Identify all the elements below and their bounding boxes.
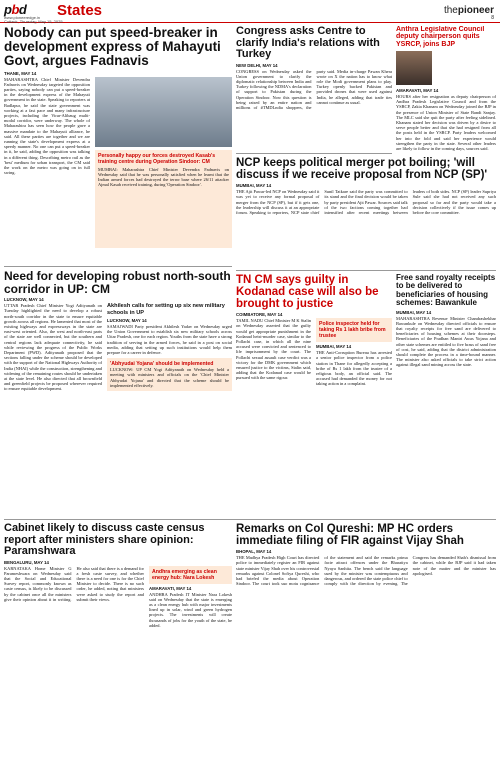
paper-name: thepioneer bbox=[443, 5, 494, 16]
box-headline: Personally happy our forces destroyed Kasab's training centre during Operation Sindoor: CM bbox=[98, 152, 216, 165]
news-photo bbox=[95, 77, 232, 147]
section-title: States bbox=[57, 2, 103, 19]
byline: THANE, MAY 14 bbox=[4, 70, 37, 76]
divider bbox=[4, 266, 232, 267]
pbd-logo: pbd bbox=[4, 1, 38, 15]
byline: MUMBAI, MAY 14 bbox=[236, 183, 272, 189]
byline: AMARAVATI, MAY 14 bbox=[396, 88, 439, 94]
article-kodanad bbox=[236, 274, 392, 516]
divider bbox=[4, 519, 496, 520]
article-body: UTTAR Pradesh Chief Minister Yogi Adityanath on Tuesday highlighted the need to develop a robust north-south corridor in the state to ensure equitable growth across all regions. He lamented that most of the existing highways and expressways in the state are east-west oriented. Also, the west and north-east parts of the state are well connected, but the southern and central regions lack adequate connectivity, he said while reviewing the progress of the Public Works Department (PWD). Adityanath proposed that the sections falling under the scheme should be developed with the support of the National Highways Authority of India (NHAI) while the construction, strengthening and widening of the remaining routes should be undertaken at the state level. He also directed that all brownfield and greenfield projects be proposed wherever required to ensure equitable development. bbox=[4, 303, 102, 392]
article-congress-turkey bbox=[236, 26, 392, 150]
article-body: CONGRESS on Wednesday asked the Union government to clarify the diplomatic relationship between India and Turkey following the NDMA's declaration of support to Pakistan during the Operation Sindoor. Now this question is being raised by an entire nation and millions of #TMDLndia shoppers, the party said. Media in-charge Pawan Khera wrote on X the nation has to know what role the Modi government plans to play. Turkey openly backed Pakistan and provided drones that were used against India, he alleged, adding that trade ties cannot continue as usual. bbox=[236, 68, 392, 111]
byline: LUCKNOW, MAY 14 bbox=[4, 297, 44, 303]
masthead bbox=[0, 0, 500, 23]
article-fadnavis bbox=[4, 26, 232, 264]
box-body: LUCKNOW: UP CM Yogi Adityanath on Wednesday held a meeting with ministers and officials on the 'Chief Minister Abhyudai Yojana' and directed that the scheme should be implemented effectively. bbox=[110, 367, 229, 388]
article-sand-royalty bbox=[396, 274, 496, 516]
headline: Nobody can put speed-breaker in development express of Mahayuti Govt, argues Fadnavis bbox=[4, 26, 221, 69]
article-body: THE Madhya Pradesh High Court has directed police to immediately register an FIR against state minister Vijay Shah over his controversial remarks against Colonel Sofiya Qureshi, who had briefed the media about Operation Sindoor. The court took suo motu cognisance of the statement and said the remarks prima facie attract offences under the Bharatiya Nyaya Sanhita. The bench said the language used by the minister was contemptuous and dangerous, and ordered the state police chief to comply with the direction by evening. The Congress has demanded Shah's dismissal from the cabinet, while the BJP said it had taken note of the matter and the minister has apologised. bbox=[236, 555, 496, 587]
article-body: THE Ajit Pawar-led NCP on Wednesday said it was yet to receive any formal proposal of merger from the NCP (SP), but if it gets one, the leadership will discuss it at an appropriate forum. Speaking to reporters, NCP state chief Sunil Tatkare said the party was committed to its stand and the final decision would be taken by party president Ajit Pawar. Sources said talk of the two factions coming together had intensified after recent meetings between leaders of both sides. NCP (SP) leader Supriya Sule said she had not received any such proposal so far and the party would take a decision collectively if the issue comes up before the core committee. bbox=[236, 189, 496, 215]
article-up-corridor bbox=[4, 270, 232, 515]
box-body: MUMBAI: Maharashtra Chief Minister Devendra Fadnavis on Wednesday said that he was personally satisfied when he learnt that the Indian armed forces had destroyed the terror base where 26/11 attacker Ajmal Kasab received training, during 'Operation Sindoor'. bbox=[98, 166, 229, 188]
sidebar-box bbox=[95, 150, 232, 248]
article-col-qureshi bbox=[236, 523, 496, 768]
byline: BENGALURU, MAY 14 bbox=[4, 559, 49, 565]
headline: Remarks on Col Qureshi: MP HC orders immediate filing of FIR against Vijay Shah bbox=[236, 523, 464, 548]
article-body: HOURS after her resignation as deputy chairperson of Andhra Pradesh Legislative Council and from the YSRCP, Zakia Khanam on Wednesday joined the BJP in the presence of Union Minister of State Bandi Sanjay. The MLC said she quit the party after feeling sidelined. Khanam stated her decision was driven by a desire to serve people better and that she had resigned from all the posts held in the YSRCP. Party leaders welcomed her into the fold and said her experience would strengthen the party in the state. Several other leaders are likely to follow in the coming days, sources said. bbox=[396, 94, 496, 152]
headline: NCP keeps political merger pot boiling; 'will discuss if we receive proposal from NCP (SP)' bbox=[236, 157, 488, 182]
page-number: 8 bbox=[491, 15, 494, 21]
sidebar-headline: Akhilesh calls for setting up six new military schools in UP bbox=[107, 303, 225, 316]
sidebar-body: ANDHRA Pradesh IT Minister Nara Lokesh said on Wednesday that the state is emerging as a clean energy hub with major investments lined up in solar, wind and green hydrogen projects. The investments will create thousands of jobs for the youth of the state, he added. bbox=[149, 591, 232, 628]
byline: COIMBATORE, MAY 14 bbox=[236, 312, 283, 318]
divider bbox=[236, 270, 496, 271]
article-body: MAHARASHTRA Revenue Minister Chandrashekhar Bawankule on Wednesday directed officials to ensure that royalty receipts for free sand are delivered to beneficiaries of housing schemes at their doorsteps. Beneficiaries of the Pradhan Mantri Awas Yojana and other state schemes are entitled to five brass of sand free of cost, he said, adding that the district administration should complete the process in a time-bound manner. The minister also asked officials to take strict action against illegal sand mining across the state. bbox=[396, 315, 496, 368]
box-headline: Andhra emerging as clean energy hub: Nara Lokesh bbox=[152, 568, 217, 581]
headline: Congress asks Centre to clarify India's relations with Turkey bbox=[236, 26, 380, 61]
article-body: TAMIL NADU Chief Minister M K Stalin on Wednesday asserted that the guilty would get appropriate punishment in the Kodanad heist-murder case, similar to the Pollachi case, in which all the nine accused were convicted and sentenced to life imprisonment by the court. The Pollachi sexual assault case verdict was a victory for the DMK government which ensured justice to the victims, Stalin said, adding that the Kodanad case would be pursued with the same rigour. bbox=[236, 318, 311, 381]
sidebar-body: THE Anti-Corruption Bureau has arrested a senior police inspector from a police station in Thane for allegedly accepting a bribe of Rs 1 lakh from the trustee of a religious body, an official said. The accused had demanded the money for not taking action in a complaint. bbox=[316, 350, 392, 387]
headline: Anthra Legislative Council deputy chairperson quits YSRCP, joins BJP bbox=[396, 26, 485, 48]
portrait-photo bbox=[396, 51, 432, 85]
sidebar-box bbox=[316, 318, 392, 342]
divider bbox=[236, 153, 392, 154]
box-headline: Police inspector held for taking Rs 1 lakh bribe from trustee bbox=[319, 321, 386, 340]
headline: Free sand royalty receipts to be delivered to beneficiaries of housing schemes: Bawankule bbox=[396, 274, 496, 308]
sidebar-box bbox=[107, 358, 232, 391]
sidebar-byline: AMARAVATI, MAY 14 bbox=[149, 585, 192, 591]
site-url: www.pioneeredge.in bbox=[4, 15, 41, 20]
headline: Cabinet likely to discuss caste census report after ministers share opinion: Paramshwara bbox=[4, 523, 205, 558]
headline: TN CM says guilty in Kodanad case will also be brought to justice bbox=[236, 274, 379, 311]
byline: NEW DELHI, MAY 14 bbox=[236, 62, 278, 68]
article-body: MAHARASHTRA Chief Minister Devendra Fadnavis on Wednesday targeted the opposition parties, saying nobody can put a speed-breaker in the development express of the Mahayuti government in the state. Speaking to reporters at Badlapur, he said the state government was working at a fast pace and many infrastructure projects, including the Virar-Alibaug multi-modal corridor, were underway. The whole of Maharashtra has seen how the people gave a massive mandate to the Mahayuti alliance, he said. All these parties are together and we are running the state's development express at a speedy manner. No one can put a speed-breaker in it, he said, adding the opposition was talking in a different thing. Describing metro rail as the 'best' medium for urban transport, the CM said the work on the metro was going on in full swing. bbox=[4, 76, 90, 176]
dateline: Cuttack, Thursday, May 15, 2025 bbox=[4, 19, 63, 24]
box-headline: 'Abhyudai Yojana' should be implemented bbox=[110, 361, 214, 368]
byline: MUMBAI, MAY 14 bbox=[396, 309, 432, 315]
byline: BHOPAL, MAY 14 bbox=[236, 549, 272, 555]
sidebar-box bbox=[149, 566, 232, 584]
article-caste-census bbox=[4, 523, 232, 768]
sidebar-body: SAMAJWADI Party president Akhilesh Yadav on Wednesday urged the Union Government to establish six new military schools across Uttar Pradesh, one for each region. Youths from the state have a strong tradition of serving in the armed forces, he said in a post on social media, adding that setting up such institutions would help them prepare for a career in defence. bbox=[107, 324, 232, 356]
headline: Need for developing robust north-south corridor in UP: CM bbox=[4, 270, 231, 296]
sidebar-byline: MUMBAI, MAY 14 bbox=[316, 344, 352, 350]
article-ncp-merger bbox=[236, 157, 496, 267]
article-body: KARNATAKA Home Minister G Parameshwara on Wednesday said that the Social and Educational Survey report, commonly known as caste census, is likely to be discussed by the cabinet once all the ministers give their opinion about it in writing. He also said that there is a demand for a fresh caste survey, and whether there is a need for one is for the Chief Minister to decide. There is no such order, he added, noting that ministers were asked to study the report and submit their views. bbox=[4, 565, 144, 602]
sidebar-byline: LUCKNOW, MAY 14 bbox=[107, 318, 147, 323]
